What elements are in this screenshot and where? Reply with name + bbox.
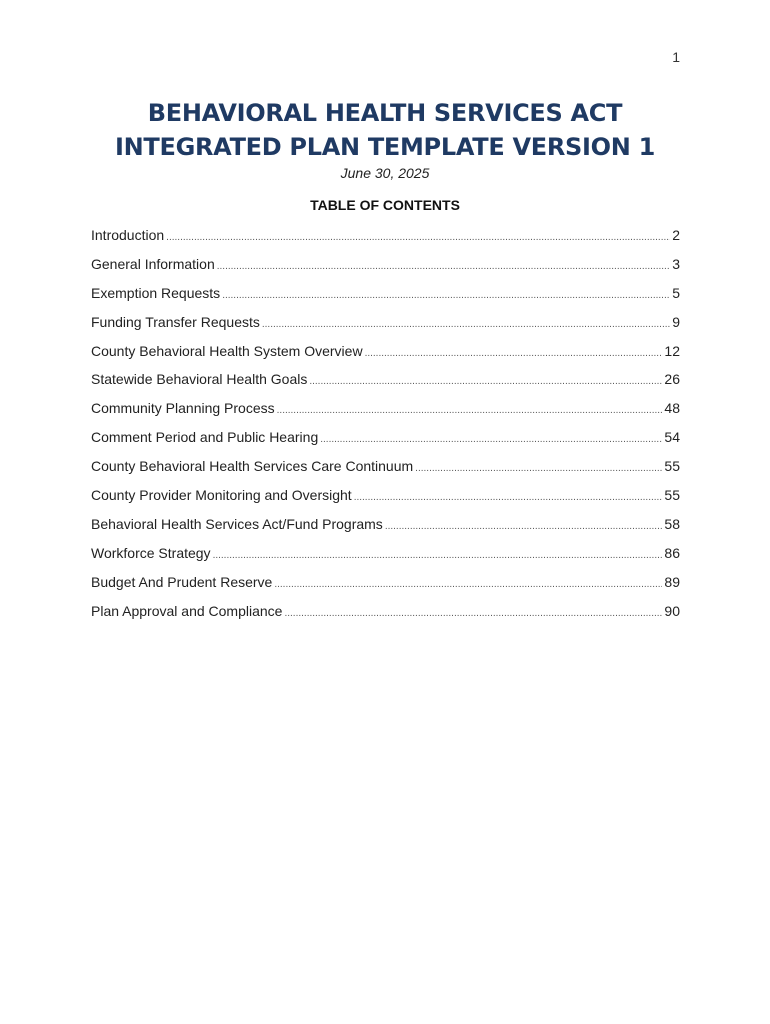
dot-leader — [365, 348, 663, 359]
dot-leader — [262, 319, 670, 330]
toc-entry-general-information[interactable] — [91, 256, 680, 285]
toc-entry-provider-monitoring[interactable] — [91, 487, 680, 516]
dot-leader — [354, 492, 663, 503]
page-number: 1 — [672, 49, 680, 65]
toc-entry-comment-period[interactable] — [91, 429, 680, 458]
toc-entry-community-planning[interactable] — [91, 400, 680, 429]
toc-entry-label: Exemption Requests — [91, 284, 221, 301]
dot-leader — [309, 376, 662, 387]
toc-entry-page: 3 — [672, 255, 680, 272]
dot-leader — [213, 550, 663, 561]
dot-leader — [274, 579, 662, 590]
toc-entry-page: 86 — [664, 544, 680, 561]
title-line-2: INTEGRATED PLAN TEMPLATE VERSION 1 — [115, 133, 655, 161]
toc-entry-label: Behavioral Health Services Act/Fund Programs — [91, 515, 383, 532]
toc-entry-label: Comment Period and Public Hearing — [91, 429, 319, 446]
toc-entry-label: County Provider Monitoring and Oversight — [91, 487, 352, 504]
toc-heading: TABLE OF CONTENTS — [310, 197, 460, 213]
dot-leader — [320, 434, 662, 445]
document-date: June 30, 2025 — [340, 165, 430, 181]
toc-entry-label: Statewide Behavioral Health Goals — [91, 371, 308, 388]
title-line-1: BEHAVIORAL HEALTH SERVICES ACT — [147, 99, 623, 127]
toc-entry-label: Budget And Prudent Reserve — [91, 573, 273, 590]
toc-entry-plan-approval[interactable] — [91, 603, 680, 632]
toc-entry-workforce-strategy[interactable] — [91, 545, 680, 574]
toc-entry-statewide-goals[interactable] — [91, 371, 680, 400]
dot-leader — [277, 405, 663, 416]
toc-entry-page: 9 — [672, 313, 680, 330]
toc-entry-label: Funding Transfer Requests — [91, 313, 260, 330]
toc-entry-page: 55 — [664, 458, 680, 475]
toc-entry-system-overview[interactable] — [91, 343, 680, 372]
toc-entry-exemption-requests[interactable] — [91, 285, 680, 314]
dot-leader — [415, 463, 662, 474]
toc-entry-page: 2 — [672, 227, 680, 243]
dot-leader — [385, 521, 663, 532]
document-title — [0, 96, 770, 164]
toc-entry-funding-transfer-requests[interactable] — [91, 314, 680, 343]
toc-entry-page: 48 — [664, 400, 680, 417]
toc-entry-label: Workforce Strategy — [91, 544, 211, 561]
toc-entry-label: County Behavioral Health System Overview — [91, 342, 363, 359]
toc-entry-label: Plan Approval and Compliance — [91, 602, 283, 619]
dot-leader — [217, 261, 670, 272]
toc-entry-introduction[interactable] — [91, 227, 680, 256]
dot-leader — [166, 232, 670, 243]
toc-entry-page: 54 — [664, 429, 680, 446]
toc-entry-fund-programs[interactable] — [91, 516, 680, 545]
dot-leader — [284, 608, 662, 619]
toc-entry-page: 55 — [664, 487, 680, 504]
toc-entry-page: 89 — [664, 573, 680, 590]
toc-entry-label: County Behavioral Health Services Care Continuum — [91, 458, 414, 475]
toc-entry-label: Introduction — [91, 227, 165, 243]
toc-entry-page: 58 — [664, 515, 680, 532]
toc-entry-label: Community Planning Process — [91, 400, 275, 417]
toc-entry-care-continuum[interactable] — [91, 458, 680, 487]
table-of-contents — [91, 227, 680, 631]
toc-entry-page: 26 — [664, 371, 680, 388]
toc-entry-page: 90 — [664, 602, 680, 619]
toc-entry-page: 5 — [672, 284, 680, 301]
toc-entry-page: 12 — [664, 342, 680, 359]
dot-leader — [222, 290, 670, 301]
toc-entry-label: General Information — [91, 255, 215, 272]
toc-entry-budget-prudent-reserve[interactable] — [91, 574, 680, 603]
